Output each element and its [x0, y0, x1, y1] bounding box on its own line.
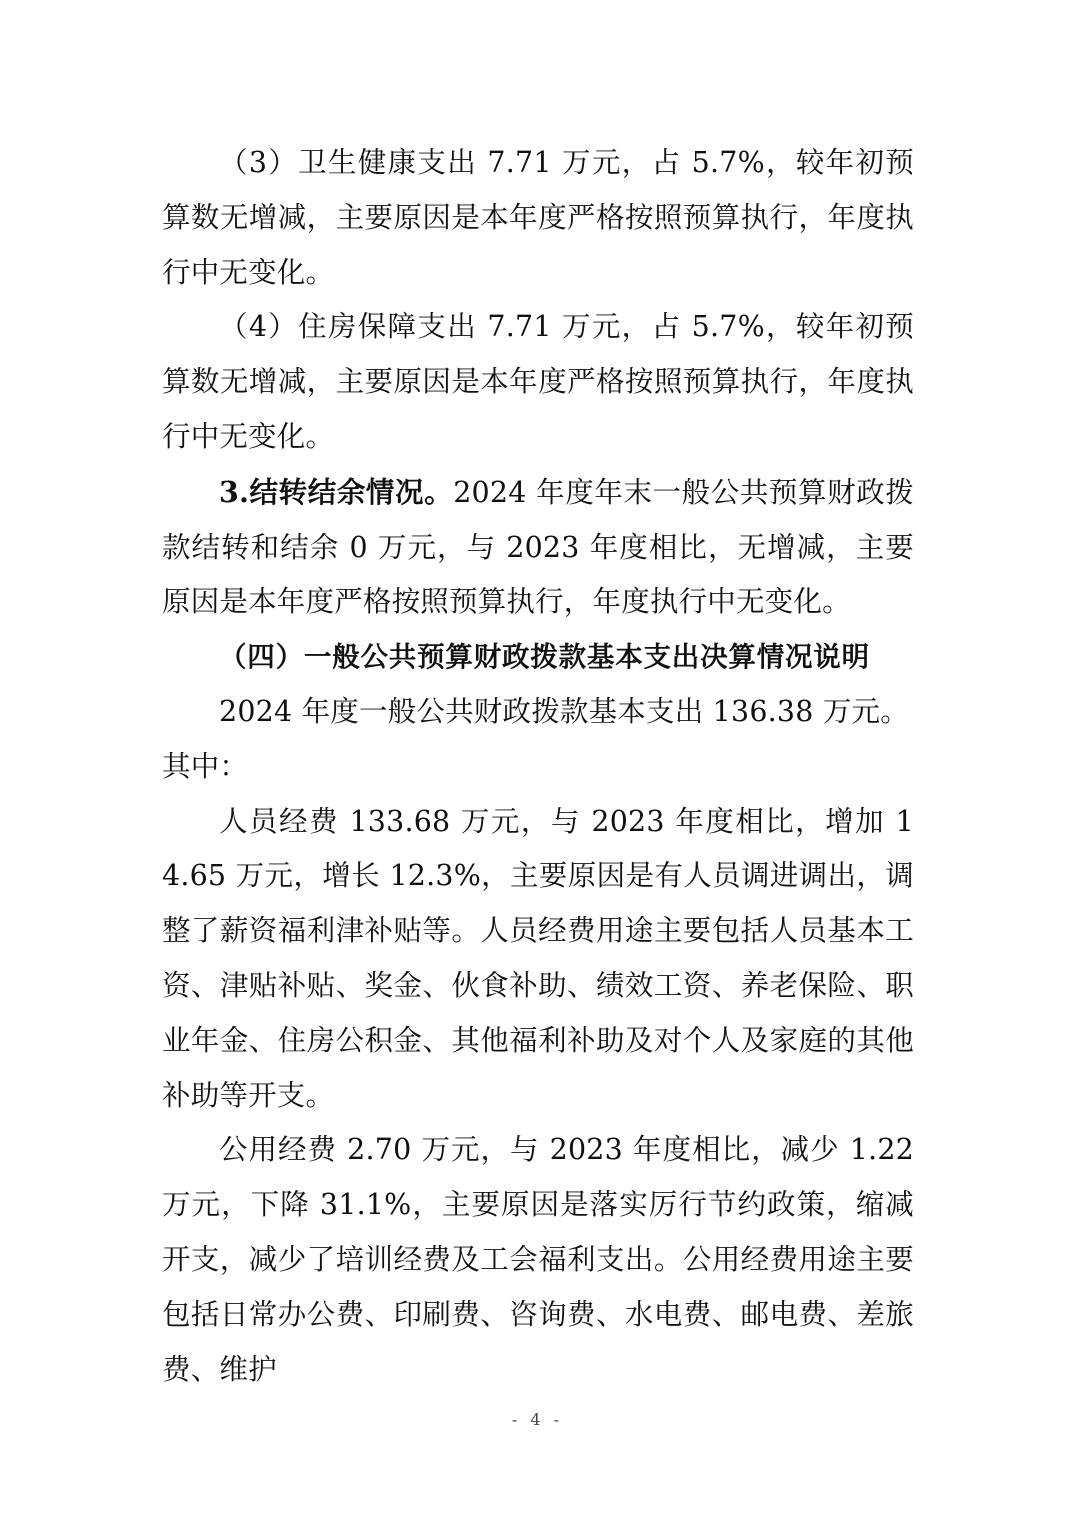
- document-body: [162, 136, 914, 1397]
- paragraph-health-expenditure: （3）卫生健康支出 7.71 万元，占 5.7%，较年初预算数无增减，主要原因是本年度严格按照预算执行，年度执行中无变化。: [162, 146, 914, 289]
- paragraph-personnel-expense: 人员经费 133.68 万元，与 2023 年度相比，增加 14.65 万元，增长 12.3%，主要原因是有人员调进调出，调整了薪资福利津补贴等。人员经费用途主要包括人员基本工资、津贴补贴、奖金、伙食补助、绩效工资、养老保险、职业年金、住房公积金、其他福利补助及对个人及家庭的其他补助等开支。: [162, 804, 914, 1112]
- paragraph-public-expense: 公用经费 2.70 万元，与 2023 年度相比，减少 1.22 万元，下降 31.1%，主要原因是落实厉行节约政策，缩减开支，减少了培训经费及工会福利支出。公用经费用途主要包括日常办公费、印刷费、咨询费、水电费、邮电费、差旅费、维护: [162, 1133, 914, 1386]
- carryover-lead: 3.结转结余情况。: [219, 474, 454, 509]
- carryover-body: 2024 年度年末一般公共预算财政拨款结转和结余 0 万元，与 2023 年度相比，无增减，主要原因是本年度严格按照预算执行，年度执行中无变化。: [162, 475, 914, 619]
- page-number: - 4 -: [511, 1410, 564, 1429]
- section-heading: （四）一般公共预算财政拨款基本支出决算情况说明: [219, 641, 870, 674]
- paragraph-basic-total: 2024 年度一般公共财政拨款基本支出 136.38 万元。: [219, 694, 909, 728]
- paragraph-basic-total-cont: 其中：: [162, 749, 249, 783]
- paragraph-housing-expenditure: （4）住房保障支出 7.71 万元，占 5.7%，较年初预算数无增减，主要原因是本年度严格按照预算执行，年度执行中无变化。: [162, 310, 914, 453]
- paragraph-carryover: [162, 465, 914, 630]
